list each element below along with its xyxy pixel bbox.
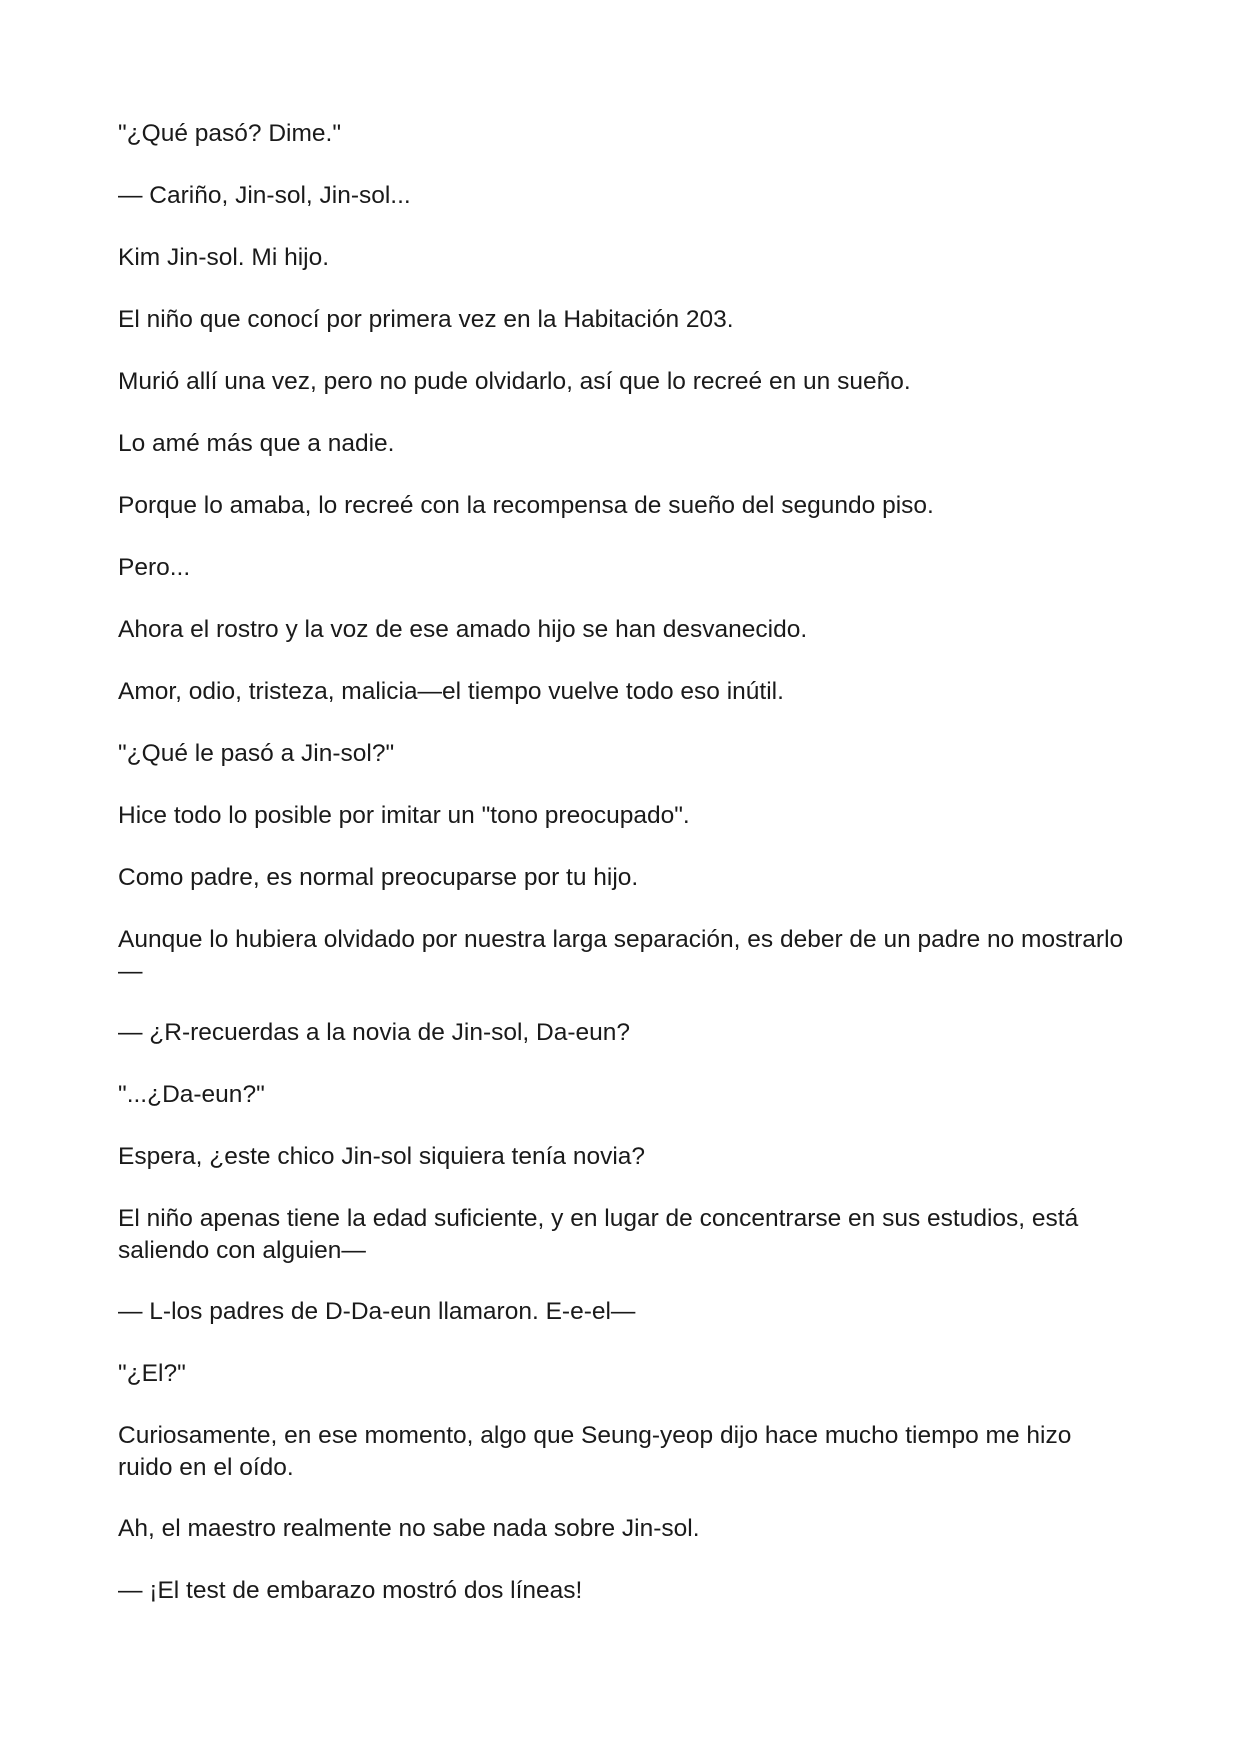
paragraph: — ¡El test de embarazo mostró dos líneas! [118,1577,583,1604]
paragraph: Curiosamente, en ese momento, algo que Seung-yeop dijo hace mucho tiempo me hizo ruido en el oído. [118,1422,1072,1481]
paragraph: Aunque lo hubiera olvidado por nuestra larga separación, es deber de un padre no mostrarlo— [118,926,1124,985]
paragraph: "¿Qué le pasó a Jin-sol?" [118,740,395,767]
paragraph: — Cariño, Jin-sol, Jin-sol... [118,182,411,209]
paragraph: — ¿R-recuerdas a la novia de Jin-sol, Da-eun? [118,1019,631,1046]
paragraph: Como padre, es normal preocuparse por tu hijo. [118,864,639,891]
paragraph: "...¿Da-eun?" [118,1081,265,1108]
paragraph: Amor, odio, tristeza, malicia—el tiempo vuelve todo eso inútil. [118,678,784,705]
paragraph: Kim Jin-sol. Mi hijo. [118,244,330,271]
paragraph: "¿El?" [118,1360,186,1387]
paragraph: Ah, el maestro realmente no sabe nada sobre Jin-sol. [118,1515,700,1542]
paragraph: Hice todo lo posible por imitar un "tono preocupado". [118,802,690,829]
paragraph: Espera, ¿este chico Jin-sol siquiera tenía novia? [118,1143,646,1170]
paragraph: El niño apenas tiene la edad suficiente, y en lugar de concentrarse en sus estudios, está saliendo con alguien— [118,1205,1079,1264]
paragraph: "¿Qué pasó? Dime." [118,120,342,147]
paragraph: Porque lo amaba, lo recreé con la recompensa de sueño del segundo piso. [118,492,934,519]
paragraph: El niño que conocí por primera vez en la Habitación 203. [118,306,734,333]
paragraph: — L-los padres de D-Da-eun llamaron. E-e-el— [118,1298,636,1325]
paragraph: Lo amé más que a nadie. [118,430,395,457]
paragraph: Murió allí una vez, pero no pude olvidarlo, así que lo recreé en un sueño. [118,368,911,395]
paragraph: Pero... [118,554,191,581]
paragraph: Ahora el rostro y la voz de ese amado hijo se han desvanecido. [118,616,808,643]
